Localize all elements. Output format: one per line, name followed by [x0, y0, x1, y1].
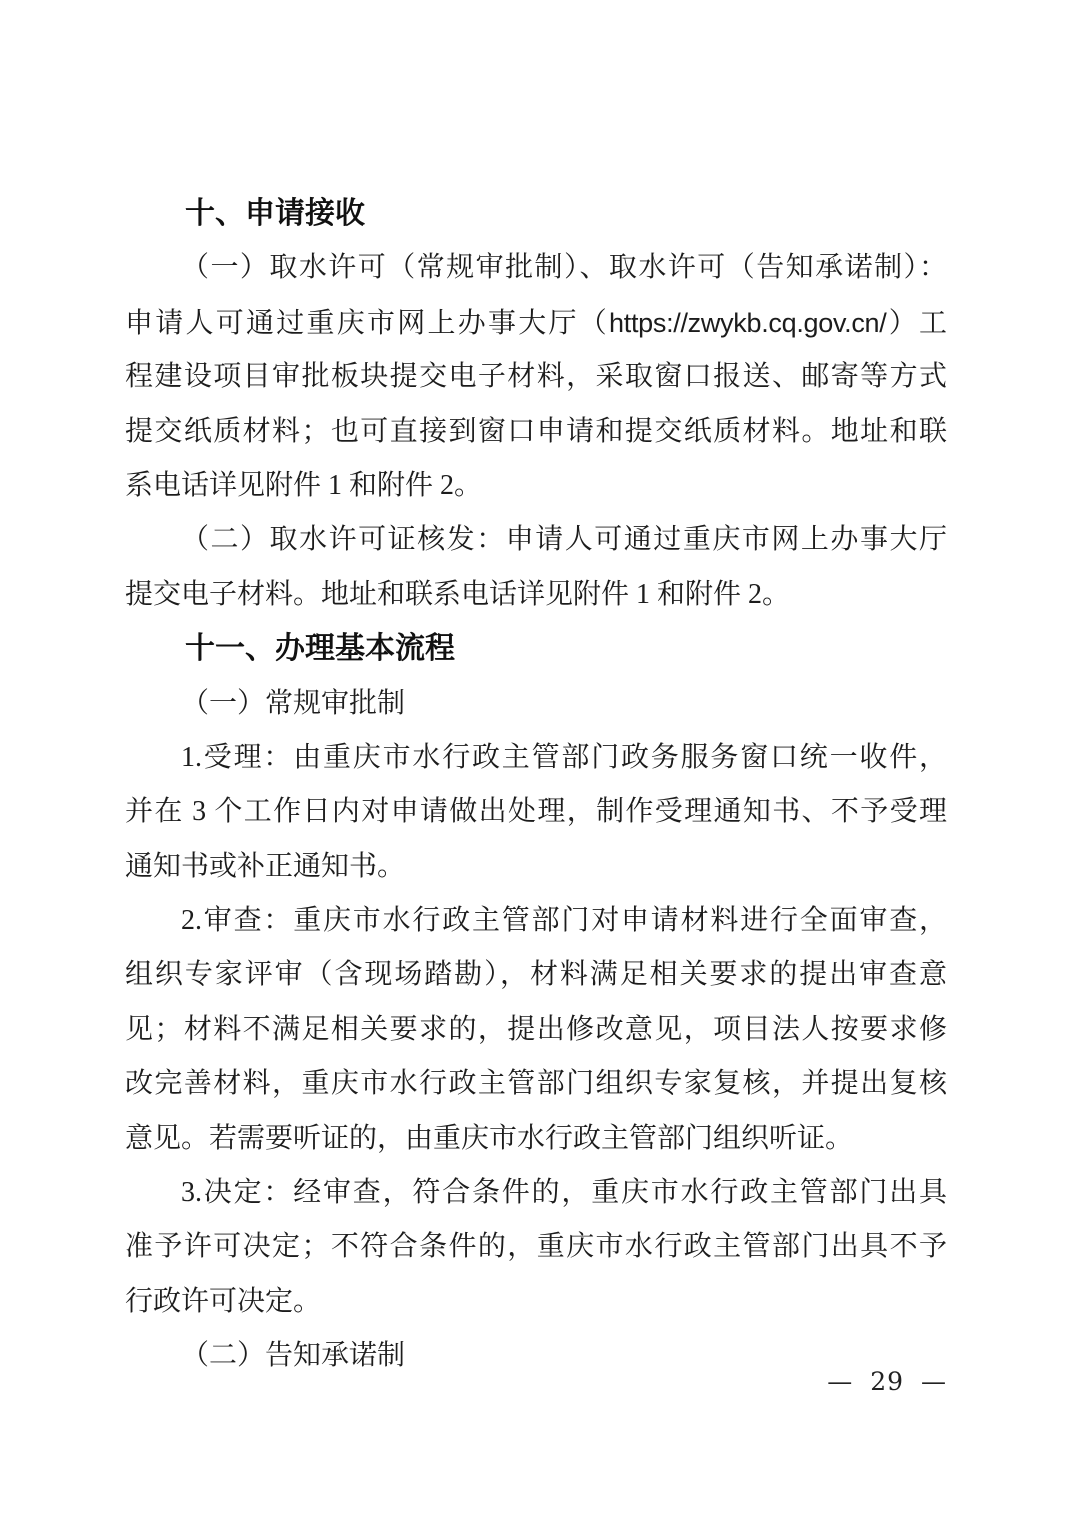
paragraph-line: 通知书或补正通知书。 — [125, 850, 406, 882]
paragraph-line: 并在 3 个工作日内对申请做出处理，制作受理通知书、不予受理 — [125, 796, 947, 828]
paragraph-line: （一）常规审批制 — [181, 687, 406, 719]
paragraph-line: 提交纸质材料；也可直接到窗口申请和提交纸质材料。地址和联 — [125, 415, 947, 447]
paragraph-line: 意见。若需要听证的，由重庆市水行政主管部门组织听证。 — [125, 1122, 854, 1154]
paragraph-line: 改完善材料，重庆市水行政主管部门组织专家复核，并提出复核 — [125, 1068, 947, 1100]
paragraph-line: 系电话详见附件 1 和附件 2。 — [125, 469, 483, 501]
page-number: — 29 — — [827, 1367, 947, 1396]
paragraph-line: 3.决定：经审查，符合条件的，重庆市水行政主管部门出具 — [181, 1177, 947, 1209]
paragraph-line: 组织专家评审（含现场踏勘），材料满足相关要求的提出审查意 — [125, 959, 947, 991]
body-text — [125, 187, 947, 1384]
heading-section-11: 十一、办理基本流程 — [185, 632, 455, 666]
paragraph-line: 见；材料不满足相关要求的，提出修改意见，项目法人按要求修 — [125, 1013, 947, 1045]
paragraph-line: 1.受理：由重庆市水行政主管部门政务服务窗口统一收件， — [181, 741, 947, 773]
paragraph-line: 准予许可决定；不符合条件的，重庆市水行政主管部门出具不予 — [125, 1231, 947, 1263]
paragraph-text: 申请人可通过重庆市网上办事大厅（ — [125, 307, 610, 339]
paragraph-text: ）工 — [886, 307, 947, 339]
paragraph-line: 程建设项目审批板块提交电子材料，采取窗口报送、邮寄等方式 — [125, 361, 947, 393]
paragraph-line — [125, 296, 947, 350]
paragraph-line: （二）取水许可证核发：申请人可通过重庆市网上办事大厅 — [181, 524, 947, 556]
paragraph-line: （一）取水许可（常规审批制）、取水许可（告知承诺制）： — [181, 252, 947, 284]
heading-section-10: 十、申请接收 — [185, 197, 365, 230]
paragraph-line: 提交电子材料。地址和联系电话详见附件 1 和附件 2。 — [125, 578, 791, 610]
paragraph-line: （二）告知承诺制 — [181, 1340, 406, 1372]
paragraph-line: 行政许可决定。 — [125, 1285, 322, 1317]
url-text: https://zwykb.cq.gov.cn/ — [609, 307, 887, 338]
paragraph-line: 2.审查：重庆市水行政主管部门对申请材料进行全面审查， — [181, 905, 947, 937]
